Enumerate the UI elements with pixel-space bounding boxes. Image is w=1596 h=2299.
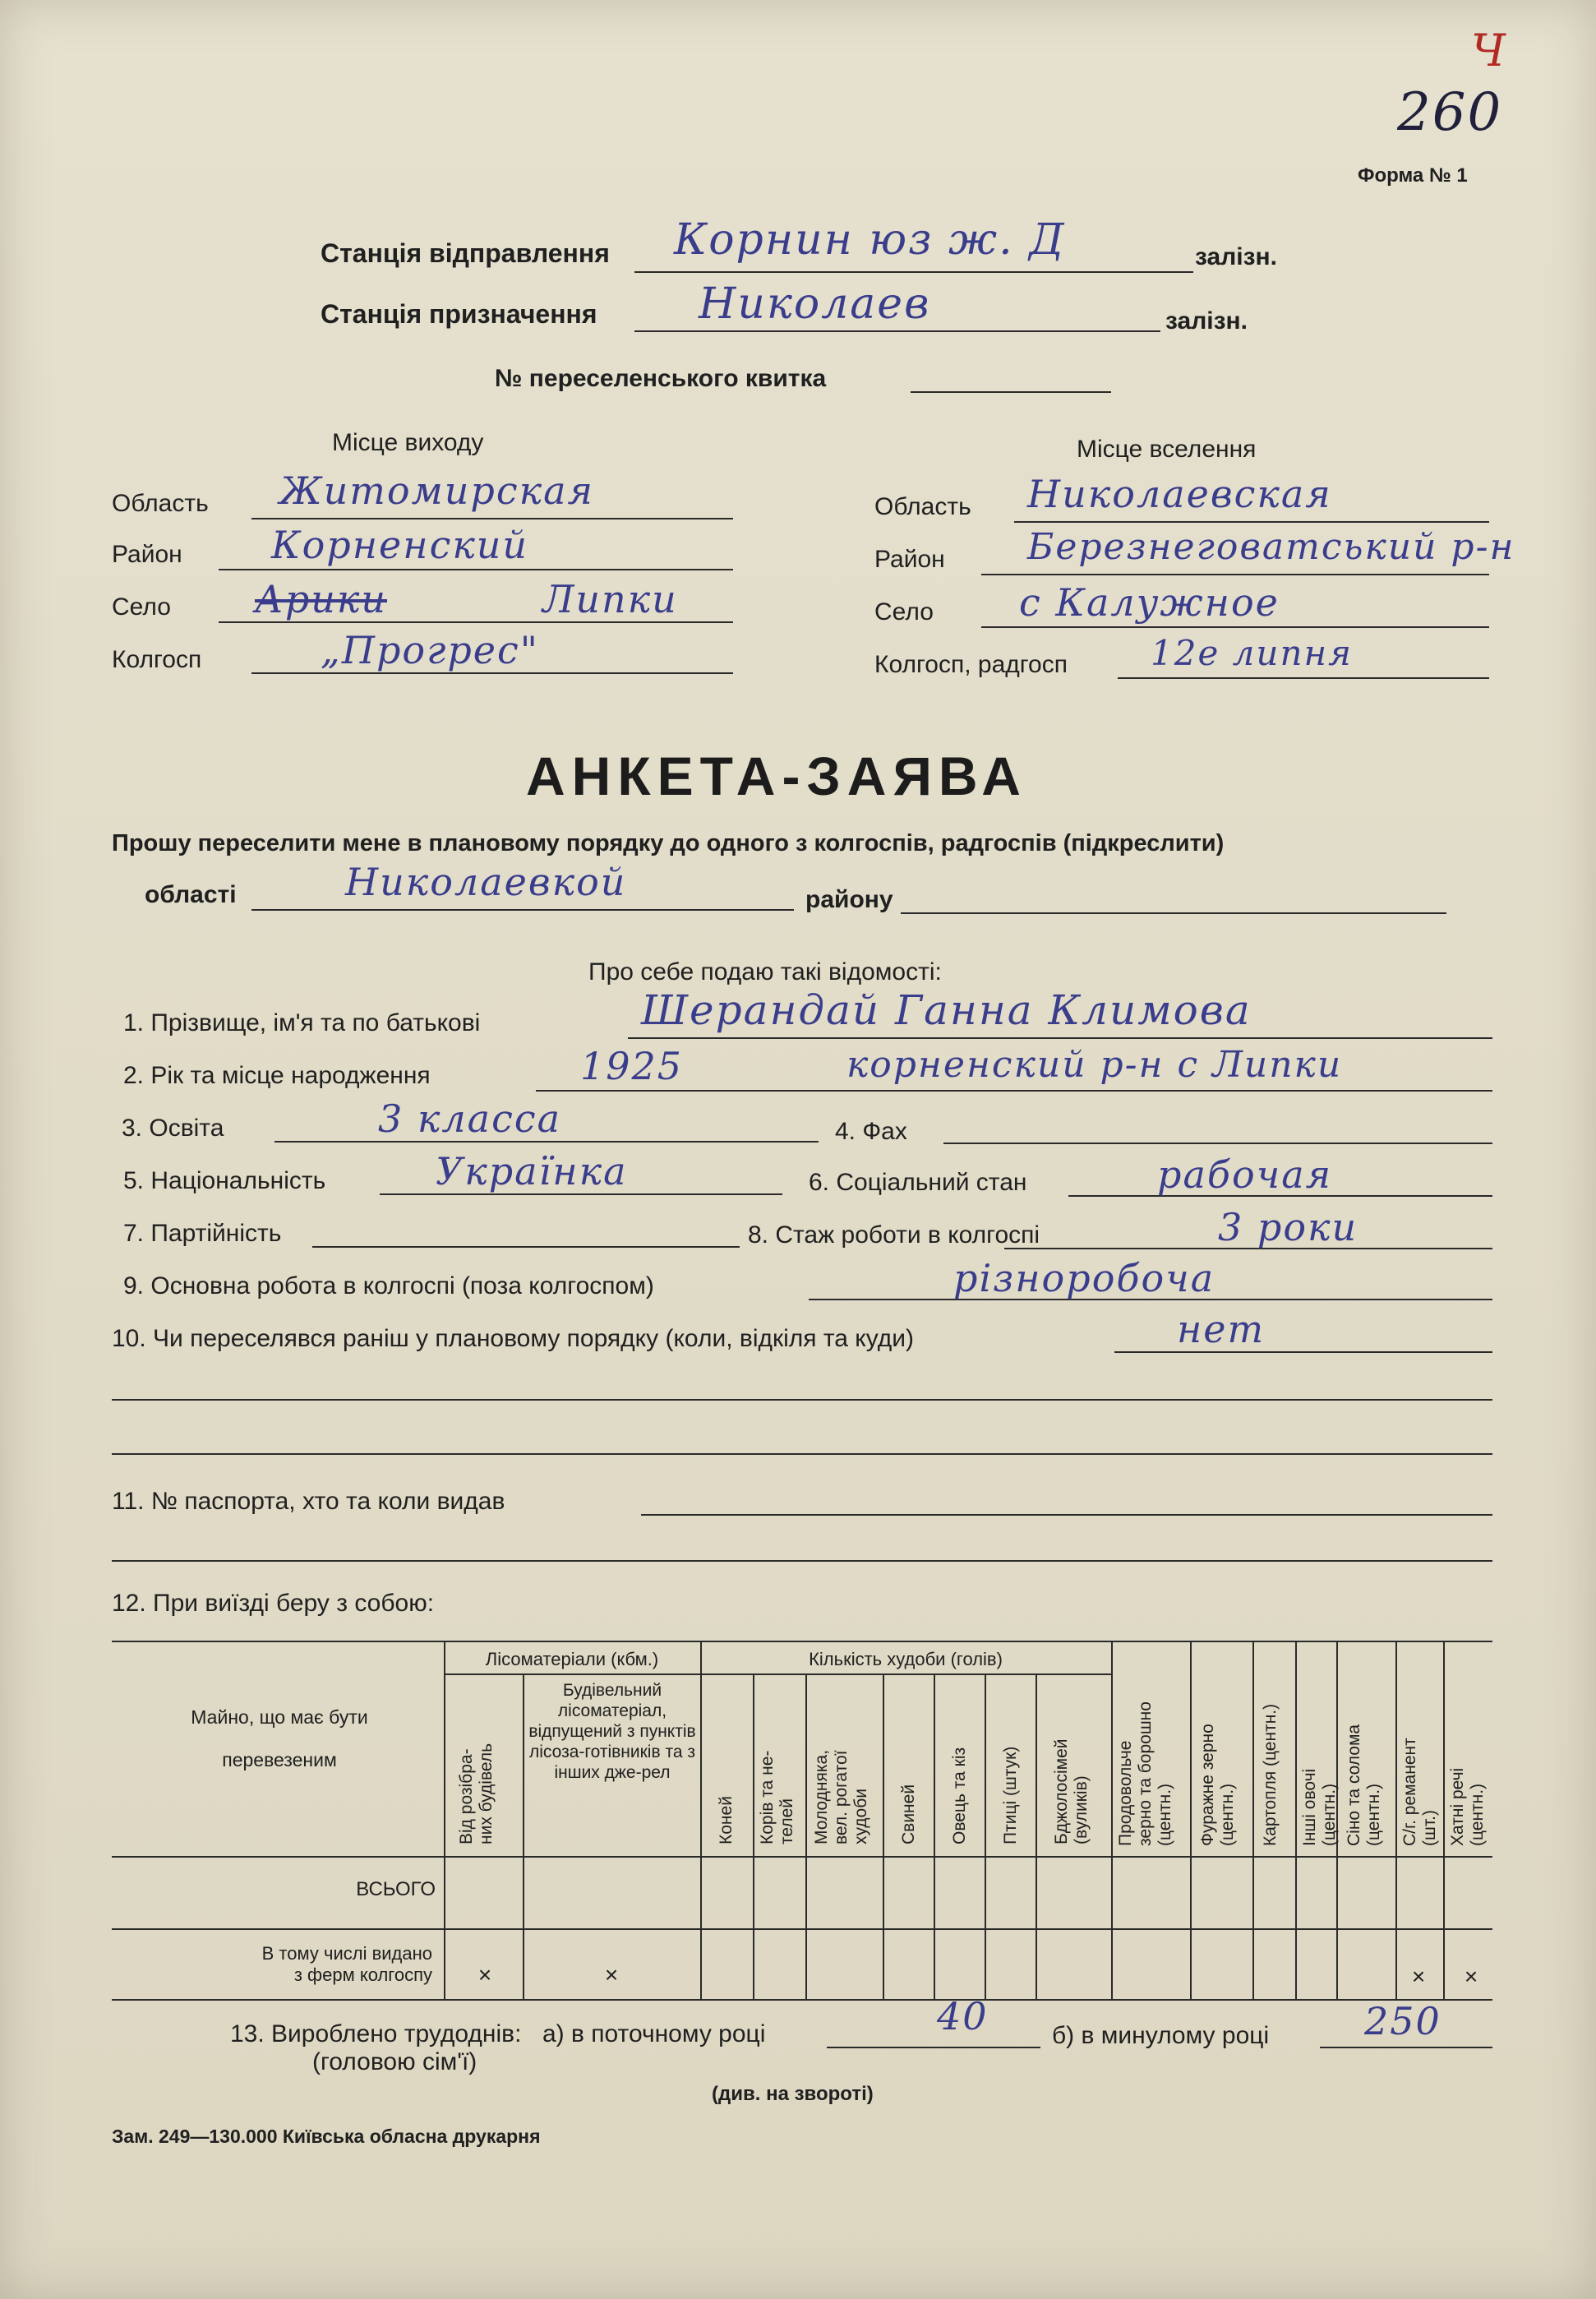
origin-heading: Місце виходу — [332, 429, 484, 456]
col-potato-header: Картопля (центн.) — [1261, 1703, 1280, 1846]
cross-mark: × — [1464, 1964, 1478, 1989]
request-oblast-value: Николаевкой — [345, 860, 627, 904]
field-5-value: Українка — [436, 1149, 628, 1193]
field-5-label: 5. Національність — [123, 1167, 326, 1194]
workdays-past-label: б) в минулому році — [1052, 2022, 1270, 2049]
field-4-label: 4. Фах — [835, 1118, 907, 1145]
row-issued-label: В тому числі видано з ферм колгоспу — [261, 1943, 432, 1985]
col-young-header: Молодняка, вел. рогатої худоби — [812, 1749, 870, 1844]
col-house-header: Хатні речі (центн.) — [1448, 1767, 1487, 1846]
destination-oblast-value: Николаевская — [1027, 472, 1332, 516]
col-hay-header: Сіно та солома (центн.) — [1345, 1724, 1383, 1846]
origin-kolhosp-label: Колгосп — [112, 646, 202, 673]
field-9-value: різноробоча — [953, 1256, 1215, 1300]
field-8-value: 3 роки — [1218, 1205, 1358, 1249]
field-8-label: 8. Стаж роботи в колгоспі — [748, 1221, 1040, 1249]
archive-mark: Ч — [1471, 25, 1507, 76]
destination-selo-label: Село — [874, 598, 934, 626]
workdays-label: 13. Вироблено трудоднів: — [230, 2020, 522, 2047]
origin-selo-struck: Арики — [255, 577, 388, 621]
field-12-label: 12. При виїзді беру з собою: — [112, 1590, 435, 1617]
destination-station-label: Станція призначення — [321, 299, 597, 329]
destination-heading: Місце вселення — [1077, 436, 1257, 463]
field-2-year: 1925 — [580, 1044, 684, 1088]
col-fodder-header: Фуражне зерно (центн.) — [1198, 1724, 1237, 1846]
field-6-label: 6. Соціальний стан — [809, 1169, 1027, 1196]
destination-rayon-value: Березнеговатський р-н — [1027, 526, 1515, 568]
group-lumber-header: Лісоматеріали (кбм.) — [485, 1649, 659, 1669]
col-tools-header: С/г. реманент (шт.) — [1400, 1738, 1439, 1846]
origin-selo-value: Липки — [542, 577, 678, 621]
field-3-label: 3. Освіта — [122, 1115, 224, 1142]
group-cattle-header: Кількість худоби (голів) — [809, 1649, 1003, 1669]
request-rayon-label: району — [805, 886, 893, 913]
field-1-value: Шерандай Ганна Климова — [641, 986, 1252, 1034]
origin-oblast-label: Область — [112, 490, 209, 517]
field-6-value: рабочая — [1157, 1152, 1333, 1197]
field-10-value: нет — [1177, 1307, 1266, 1351]
field-3-value: 3 класса — [378, 1096, 562, 1141]
col-veg-header: Інші овочі (центн.) — [1300, 1768, 1339, 1846]
field-7-label: 7. Партійність — [123, 1220, 282, 1247]
origin-rayon-label: Район — [112, 541, 182, 568]
origin-selo-label: Село — [112, 593, 171, 621]
destination-kolhosp-value: 12е липня — [1151, 633, 1353, 673]
cross-mark: × — [477, 1962, 492, 1987]
destination-kolhosp-label: Колгосп, радгосп — [874, 651, 1068, 678]
workdays-current-value: 40 — [937, 1994, 989, 2038]
printer-note: Зам. 249—130.000 Київська обласна друкарня — [112, 2126, 541, 2147]
cross-mark: × — [1411, 1964, 1426, 1989]
destination-rayon-label: Район — [874, 546, 945, 573]
field-10-label: 10. Чи переселявся раніш у плановому порядку (коли, відкіля та куди) — [112, 1325, 915, 1352]
col-dismantled-header: Від розібра- них будівель — [457, 1743, 496, 1844]
archive-number: 260 — [1397, 82, 1503, 143]
request-text: Прошу переселити мене в плановому порядку до одного з колгоспів, радгоспів (підкреслити) — [112, 830, 1225, 856]
workdays-current-label: а) в поточному році — [542, 2020, 766, 2047]
col-poultry-header: Птиці (штук) — [1001, 1746, 1020, 1844]
field-1-label: 1. Прізвище, ім'я та по батькові — [123, 1009, 481, 1036]
field-9-label: 9. Основна робота в колгоспі (поза колгоспом) — [123, 1272, 654, 1300]
workdays-past-value: 250 — [1364, 1999, 1441, 2043]
field-2-label: 2. Рік та місце народження — [123, 1062, 431, 1089]
form-label: Форма № 1 — [1358, 164, 1468, 187]
destination-railway-suffix: залізн. — [1165, 307, 1248, 335]
col-grain-header: Продовольче зерно та борошно (центн.) — [1116, 1701, 1174, 1846]
request-oblast-label: області — [145, 881, 237, 908]
origin-oblast-value: Житомирская — [279, 469, 594, 513]
field-11-label: 11. № паспорта, хто та коли видав — [112, 1488, 505, 1515]
departure-railway-suffix: залізн. — [1195, 243, 1277, 270]
destination-selo-value: с Калужное — [1019, 580, 1280, 625]
departure-station-value: Корнин юз ж. Д — [674, 215, 1066, 265]
row-total-label: ВСЬОГО — [356, 1878, 436, 1900]
cross-mark: × — [604, 1962, 619, 1987]
col-cows-header: Корів та не- телей — [758, 1750, 796, 1844]
col-item-header: Майно, що має бути перевезеним — [191, 1706, 368, 1770]
destination-oblast-label: Область — [874, 493, 971, 520]
origin-kolhosp-value: „Прогрес" — [321, 628, 539, 672]
departure-station-label: Станція відправлення — [321, 238, 610, 268]
workdays-sublabel: (головою сім'ї) — [312, 2048, 477, 2075]
col-building-header: Будівельний лісоматеріал, відпущений з пунктів лісоза-готівників та з інших дже-рел — [528, 1681, 696, 1782]
destination-station-value: Николаев — [699, 279, 931, 329]
field-2-place: корненский р-н с Липки — [846, 1044, 1343, 1086]
see-reverse-note: (див. на звороті) — [712, 2083, 874, 2105]
about-label: Про себе подаю такі відомості: — [588, 958, 942, 986]
ticket-label: № переселенського квитка — [495, 365, 827, 392]
origin-rayon-value: Корненский — [271, 523, 529, 567]
page-title: АНКЕТА-ЗАЯВА — [526, 746, 1027, 806]
col-sheep-header: Овець та кіз — [950, 1747, 969, 1844]
col-horses-header: Коней — [717, 1796, 736, 1844]
col-bees-header: Бджолосімей (вуликів) — [1052, 1738, 1091, 1844]
col-pigs-header: Свиней — [899, 1784, 918, 1844]
